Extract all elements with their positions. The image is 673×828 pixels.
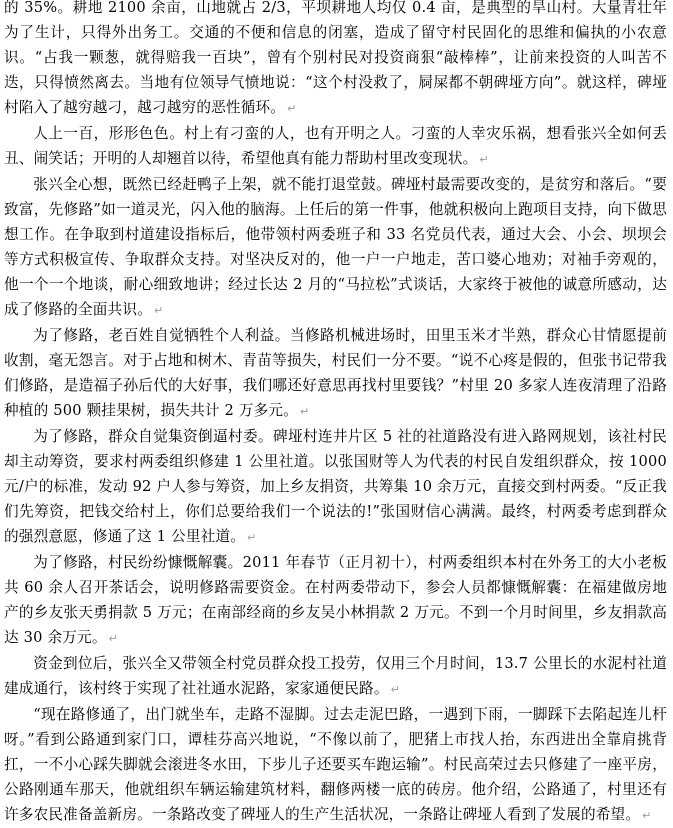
paragraph-mark-icon: ↵: [153, 304, 164, 317]
paragraph-text: 张兴全心想，既然已经赶鸭子上架，就不能打退堂鼓。碑垭村最需要改变的，是贫穷和落后。“要致富，先修路”如一道灵光，闪入他的脑海。上任后的第一件事，他就积极向上跑项目支持，向下做思想工作。在争取到村道建设指标后，他带领村两委班子和 33 名党员代表，通过大会、小会、坝坝会等方式积极宣传、争取群众支持。对坚决反对的，他一户一户地走，苦口婆心地劝；对袖手旁观的，他一个一个地谈，耐心细致地讲；经过长达 2 月的“马拉松”式谈话，大家终于被他的诚意所感动，达成了修路的全面共识。: [4, 176, 667, 318]
paragraph-3: [4, 172, 667, 323]
paragraph-mark-icon: ↵: [287, 102, 297, 115]
paragraph-text: “现在路修通了，出门就坐车，走路不湿脚。过去走泥巴路，一遇到下雨，一脚踩下去陷起连儿杆呀。”看到公路通到家门口，谭桂芬高兴地说，“不像以前了，肥猪上市找人抬，东西进出全靠肩挑背扛，一不小心踩失脚就会滚进冬水田，下步儿子还要买车跑运输”。村民高荣过去只修建了一座平房，公路刚通车那天，他就组织车辆运输建筑材料，翻修两楼一底的砖房。他介绍，公路通了，村里还有许多农民准备盖新房。一条路改变了碑垭人的生产生活状况，一条路让碑垭人看到了发展的希望。: [4, 706, 667, 823]
paragraph-text: 人上一百，形形色色。村上有刁蛮的人，也有开明之人。刁蛮的人幸灾乐祸，想看张兴全如何丢丑、闹笑话；开明的人却翘首以待，希望他真有能力帮助村里改变现状。: [4, 125, 667, 167]
paragraph-text: 资金到位后，张兴全又带领全村党员群众投工投劳，仅用三个月时间，13.7 公里长的水泥村社道建成通行，该村终于实现了社社通水泥路，家家通便民路。: [4, 655, 667, 697]
paragraph-mark-icon: ↵: [390, 683, 401, 696]
paragraph-8: [4, 702, 667, 828]
paragraph-1: [4, 0, 667, 121]
paragraph-text: 为了修路，老百姓自觉牺牲个人利益。当修路机械进场时，田里玉米才半熟，群众心甘情愿提前收割，毫无怨言。对于占地和树木、青苗等损失，村民们一分不要。“说不心疼是假的，但张书记带我们修路，是造福子孙后代的大好事，我们哪还好意思再找村里要钱？”村里 20 多家人连夜清理了沿路种植的 500 颗挂果树，损失共计 2 万多元。: [4, 327, 667, 419]
paragraph-text: 为了修路，群众自觉集资倒逼村委。碑垭村连井片区 5 社的社道路没有进入路网规划，该社村民却主动筹资，要求村两委组织修建 1 公里社道。以张国财等人为代表的村民自发组织群众，按 1000 元/户的标准，发动 92 户人参与筹资，加上乡友捐资，共筹集 10 余万元，直接交到村两委。“反正我们先筹资，把钱交给村上，你们总要给我们一个说法的!”张国财信心满满。最终，村两委考虑到群众的强烈意愿，修通了这 1 公里社道。: [4, 428, 667, 545]
paragraph-mark-icon: ↵: [642, 809, 652, 822]
paragraph-4: [4, 323, 667, 424]
paragraph-5: [4, 424, 667, 550]
paragraph-text: 为了修路，村民纷纷慷慨解囊。2011 年春节（正月初十），村两委组织本村在外务工的大小老板共 60 余人召开茶话会，说明修路需要资金。在村两委带动下，参会人员都慷慨解囊：在福建做房地产的乡友张天勇捐款 5 万元；在南部经商的乡友吴小林捐款 2 万元。不到一个月时间里，乡友捐款高达 30 余万元。: [4, 554, 667, 646]
paragraph-2: [4, 121, 667, 172]
paragraph-mark-icon: ↵: [247, 531, 257, 544]
paragraph-6: [4, 550, 667, 651]
paragraph-7: [4, 651, 667, 702]
paragraph-text: 的 35%。耕地 2100 余亩，山地就占 2/3，平坝耕地人均仅 0.4 亩，是典型的旱山村。大量青壮年为了生计，只得外出务工。交通的不便和信息的闭塞，造成了留守村民固化的思维和偏执的小农意识。“占我一颗葱，就得赔我一百块”，曾有个别村民对投资商狠“敲棒棒”，让前来投资的人叫苦不迭，只得愤然离去。当地有位领导气愤地说：“这个村没救了，屙屎都不朝碑垭方向”。就这样，碑垭村陷入了越穷越刁，越刁越穷的恶性循环。: [4, 0, 667, 116]
paragraph-mark-icon: ↵: [108, 632, 119, 645]
paragraph-mark-icon: ↵: [300, 405, 310, 418]
paragraph-mark-icon: ↵: [479, 153, 489, 166]
